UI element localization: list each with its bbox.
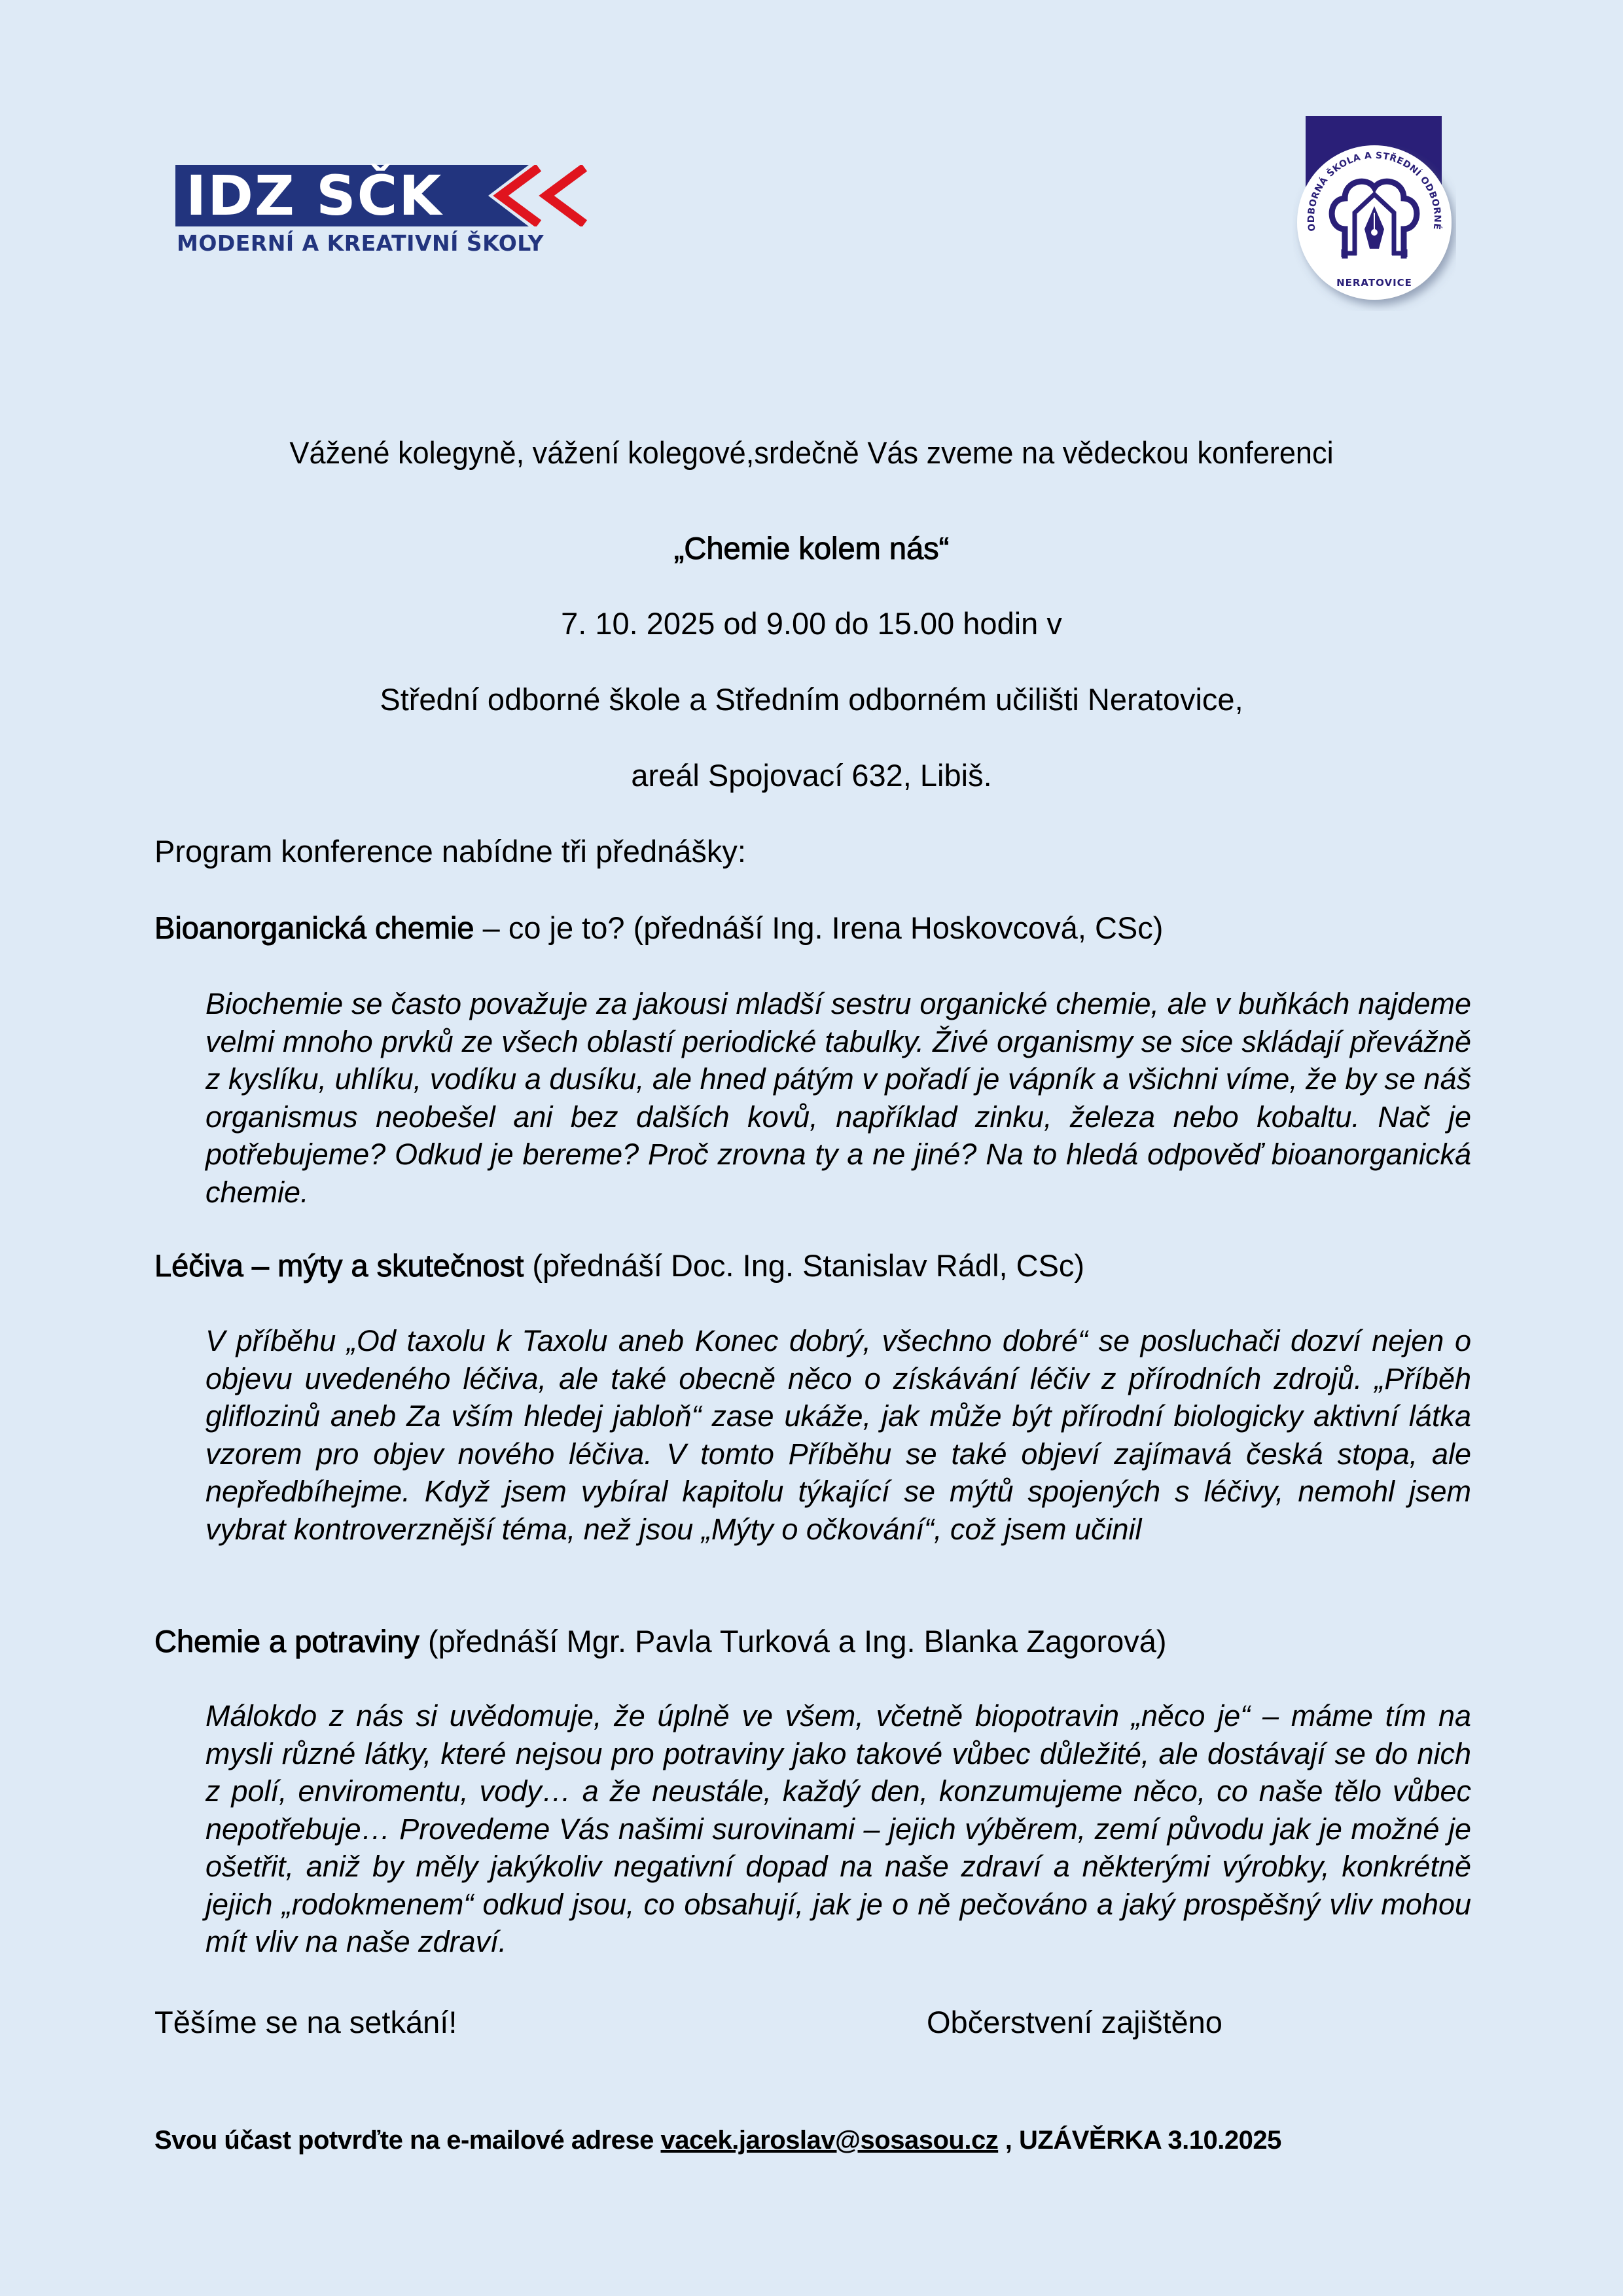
lecture-2-heading: [154, 1247, 1084, 1283]
lecture-2-speaker: (přednáší Doc. Ing. Stanislav Rádl, CSc): [524, 1248, 1085, 1283]
date-time-line: 7. 10. 2025 od 9.00 do 15.00 hodin v: [561, 606, 1062, 641]
lecture-2-abstract: V příběhu „Od taxolu k Taxolu aneb Konec dobrý, všechno dobré“ se posluchači dozví nejen o objevu uvedeného léčiva, ale také obecně něco o získávání léčiv z přírodních zdrojů. „Příběh gliflozinů aneb Za vším hledej jabloň“ zase ukáže, jak může být přírodní biologicky aktivní látka vzorem pro objev nového léčiva. V tomto Příběhu se také objeví zajímavá česká stopa, ale nepředbíhejme. Když jsem vybíral kapitolu týkající se mýtů spojených s léčivy, nemohl jsem vybrat kontroverznější téma, než jsou „Mýty o očkování“, což jsem učinil: [205, 1324, 1471, 1546]
logo-tagline: MODERNÍ A KREATIVNÍ ŠKOLY: [177, 230, 544, 256]
program-intro: Program konference nabídne tři přednášky:: [154, 834, 746, 869]
emblem-ring-text: ODBORNÁ ŠKOLA A STŘEDNÍ ODBORNÉ: [1306, 150, 1443, 232]
greeting-line: Vážené kolegyně, vážení kolegové,srdečně Vás zveme na vědeckou konferenci: [289, 435, 1334, 470]
rsvp-line: [154, 2126, 1281, 2155]
lecture-3-title: Chemie a potraviny: [154, 1624, 419, 1659]
conference-title-text: „Chemie kolem nás“: [673, 531, 950, 565]
rsvp-email-link[interactable]: vacek.jaroslav@sosasou.cz: [660, 2126, 999, 2155]
double-chevron-icon: [486, 165, 604, 226]
conference-title: [0, 530, 1623, 566]
emblem-city-text: NERATOVICE: [1336, 277, 1412, 289]
lecture-1-abstract: Biochemie se často považuje za jakousi mladší sestru organické chemie, ale v buňkách najdeme velmi mnoho prvků ze všech oblastí periodické tabulky. Živé organismy se sice skládají převážně z kyslíku, uhlíku, vodíku a dusíku, ale hned pátým v pořadí je vápník a všichni víme, že by se náš organismus neobešel ani bez dalších kovů, například zinku, železa nebo kobaltu. Nač je potřebujeme? Odkud je bereme? Proč zrovna ty a ne jiné? Na to hledá odpověď bioanorganická chemie.: [205, 987, 1471, 1209]
lecture-3-heading: [154, 1623, 1167, 1659]
lecture-1-heading: [154, 910, 1163, 946]
lecture-1-speaker: (přednáší Ing. Irena Hoskovcová, CSc): [624, 910, 1164, 945]
rsvp-deadline: , UZÁVĚRKA 3.10.2025: [998, 2126, 1281, 2155]
lecture-2-title: Léčiva – mýty a skutečnost: [154, 1248, 524, 1283]
lecture-3-speaker: (přednáší Mgr. Pavla Turková a Ing. Blanka Zagorová): [419, 1624, 1167, 1659]
idz-sck-logo: [175, 165, 601, 258]
sos-sou-neratovice-logo: [1293, 115, 1456, 311]
closing-greeting: Těšíme se na setkání!: [154, 2005, 457, 2039]
venue-line: Střední odborné škole a Středním odborném učilišti Neratovice,: [380, 682, 1243, 717]
address-line: areál Spojovací 632, Libiš.: [631, 758, 992, 793]
refreshments-note: Občerstvení zajištěno: [927, 2005, 1222, 2039]
lecture-3-abstract: Málokdo z nás si uvědomuje, že úplně ve všem, včetně biopotravin „něco je“ – máme tím na mysli různé látky, které nejsou pro potraviny jako takové vůbec důležité, ale dostávají se do nich z polí, enviromentu, vody… a že neustále, každý den, konzumujeme něco, co naše tělo vůbec nepotřebuje… Provedeme Vás našimi surovinami – jejich výběrem, zemí původu jak je možné je ošetřit, aniž by měly jakýkoliv negativní dopad na naše zdraví a některými výrobky, konkrétně jejich „rodokmenem“ odkud jsou, co obsahují, jak je o ně pečováno a jaký prospěšný vliv mohou mít vliv na naše zdraví.: [205, 1699, 1471, 1958]
lecture-1-subtitle: – co je to?: [474, 910, 625, 945]
school-emblem-icon: [1293, 115, 1456, 311]
logo-title: IDZ SČK: [186, 164, 443, 228]
lecture-1-title: Bioanorganická chemie: [154, 910, 474, 945]
rsvp-prefix: Svou účast potvrďte na e-mailové adrese: [154, 2126, 661, 2155]
